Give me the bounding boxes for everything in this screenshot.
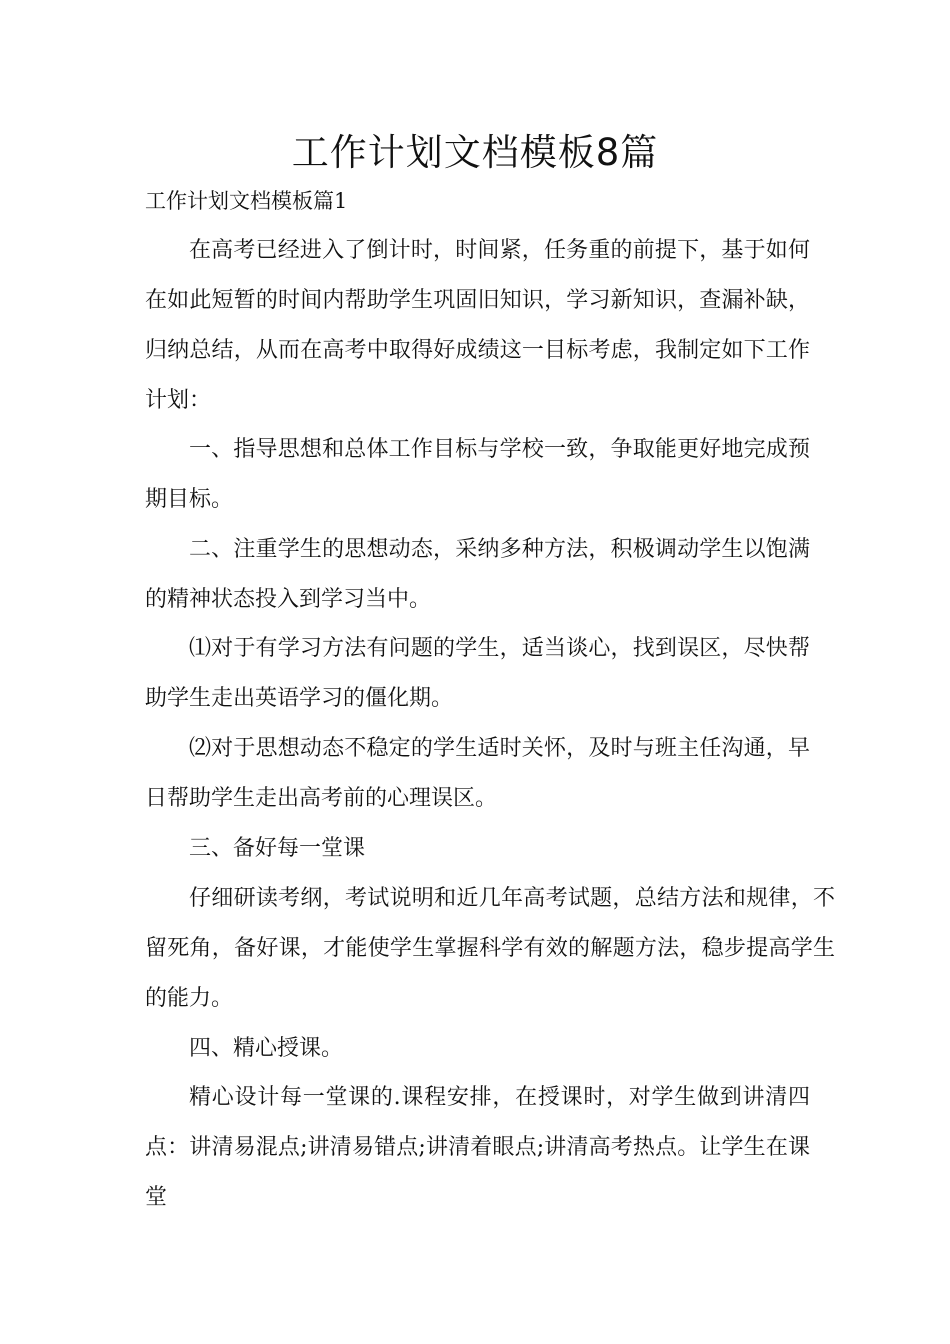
paragraph-subitem-1: ⑴对于有学习方法有问题的学生，适当谈心，找到误区，尽快帮助学生走出英语学习的僵化期。 bbox=[145, 636, 810, 711]
paragraph-item-2: 二、注重学生的思想动态，采纳多种方法，积极调动学生以饱满的精神状态投入到学习当中。 bbox=[145, 537, 810, 612]
paragraph-item-3-body: 仔细研读考纲，考试说明和近几年高考试题，总结方法和规律，不留死角，备好课，才能使学生掌握科学有效的解题方法，稳步提高学生的能力。 bbox=[145, 886, 835, 1011]
document-title: 工作计划文档模板8篇 bbox=[291, 131, 659, 174]
paragraph-item-1: 一、指导思想和总体工作目标与学校一致，争取能更好地完成预期目标。 bbox=[145, 437, 810, 512]
paragraph-intro: 在高考已经进入了倒计时，时间紧，任务重的前提下，基于如何在如此短暂的时间内帮助学生巩固旧知识，学习新知识，查漏补缺，归纳总结，从而在高考中取得好成绩这一目标考虑，我制定如下工作计划： bbox=[145, 238, 810, 413]
section-heading: 工作计划文档模板篇1 bbox=[145, 189, 348, 213]
paragraph-subitem-2: ⑵对于思想动态不稳定的学生适时关怀，及时与班主任沟通，早日帮助学生走出高考前的心理误区。 bbox=[145, 736, 810, 811]
paragraph-item-3: 三、备好每一堂课 bbox=[189, 836, 366, 861]
paragraph-item-4-body: 精心设计每一堂课的.课程安排，在授课时，对学生做到讲清四点：讲清易混点;讲清易错点;讲清着眼点;讲清高考热点。让学生在课堂 bbox=[145, 1085, 810, 1210]
paragraph-item-4: 四、精心授课。 bbox=[189, 1036, 344, 1061]
